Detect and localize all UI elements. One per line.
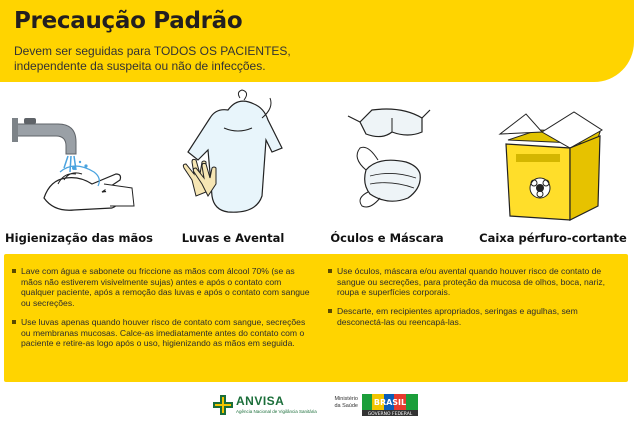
instructions-right-column	[328, 266, 620, 336]
item-sharps-box	[478, 88, 628, 248]
header-banner	[0, 0, 634, 82]
anvisa-logo-icon	[212, 394, 234, 416]
instructions-box	[4, 254, 628, 382]
goggles-mask-icon	[312, 88, 462, 228]
anvisa-subtitle: Agência Nacional de Vigilância Sanitária	[236, 409, 317, 414]
instruction-goggles-mask: Use óculos, máscara e/ou avental quando houver risco de contato de sangue ou secreções, para proteção da mucosa de olhos, boca, nariz, roupa e superfícies corporais.	[328, 266, 620, 298]
item-gloves-gown	[158, 88, 308, 248]
ministry-line-1: Ministério	[334, 396, 358, 402]
instruction-sharps-disposal: Descarte, em recipientes apropriados, seringas e agulhas, sem desconectá-las ou reencapá-las.	[328, 306, 620, 327]
brasil-government-logo-icon	[362, 394, 418, 416]
instruction-handwashing: Lave com água e sabonete ou friccione as mãos com álcool 70% (se as mãos não estiverem visivelmente sujas) antes e após o contato com qualquer paciente, após a remoção das luvas e após o contato com sangue ou secreções.	[12, 266, 312, 309]
page-title: Precaução Padrão	[14, 8, 243, 34]
anvisa-name: ANVISA	[236, 394, 285, 408]
sharps-box-icon	[478, 88, 628, 228]
flag-subtext: GOVERNO FEDERAL	[367, 412, 413, 416]
page-subtitle	[14, 44, 534, 73]
gloves-gown-icon	[158, 88, 308, 228]
item-label: Higienização das mãos	[5, 231, 153, 245]
ministry-label	[326, 396, 358, 409]
ministry-line-2: da Saúde	[334, 402, 358, 409]
instructions-left-column	[12, 266, 312, 357]
footer	[0, 392, 634, 422]
subtitle-line-2: independente da suspeita ou não de infecções.	[14, 58, 266, 73]
item-label: Óculos e Máscara	[330, 231, 444, 245]
item-label: Luvas e Avental	[181, 231, 285, 245]
instruction-gloves: Use luvas apenas quando houver risco de contato com sangue, secreções ou membranas mucosas. Calce-as imediatamente antes do contato com o paciente e retire-as logo após o uso, higienizando as mãos em seguida.	[12, 317, 312, 349]
item-handwashing	[4, 88, 154, 248]
flag-text: BRASIL	[373, 398, 407, 407]
handwashing-icon	[4, 88, 154, 228]
item-label: Caixa pérfuro-cortante	[479, 231, 627, 245]
item-goggles-mask	[312, 88, 462, 248]
subtitle-line-1: Devem ser seguidas para TODOS OS PACIENTES,	[14, 44, 291, 58]
